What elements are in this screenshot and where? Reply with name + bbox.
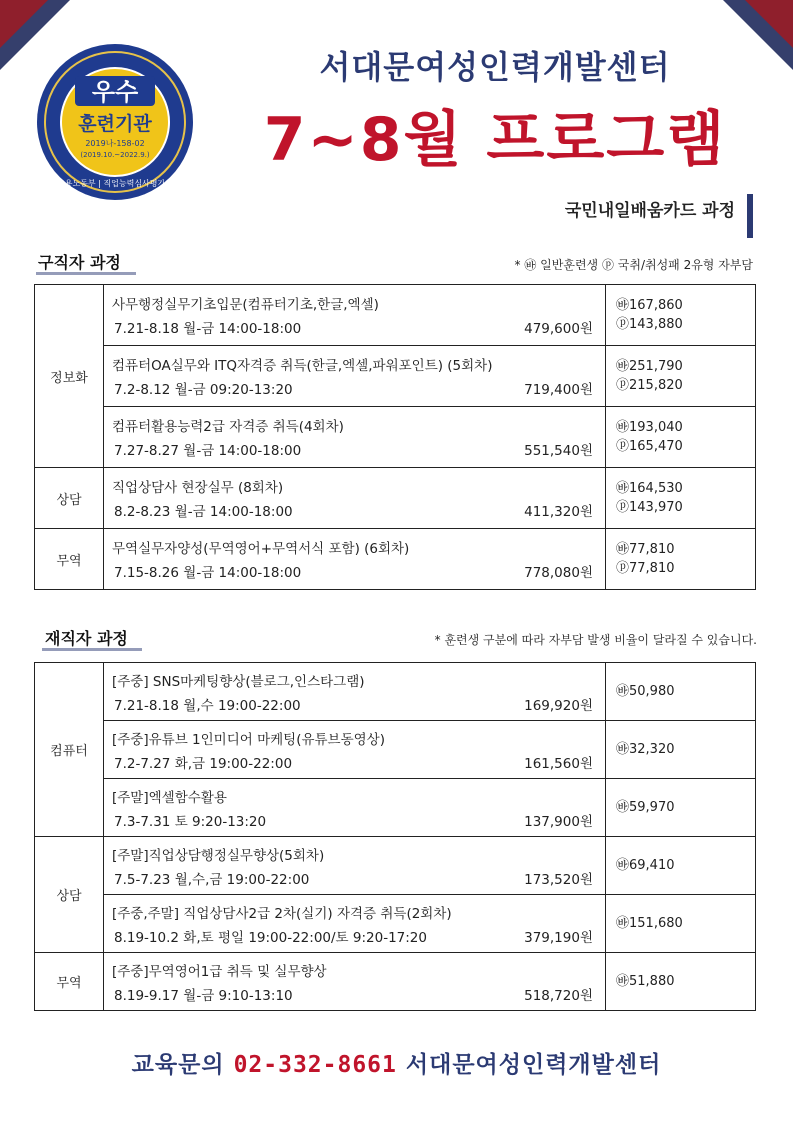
course-schedule: 8.19-10.2 화,토 평일 19:00-22:00/토 9:20-17:20 (114, 929, 427, 946)
fee-p: ⓟ143,970 (616, 500, 683, 515)
fee-p: ⓟ165,470 (616, 439, 683, 454)
org-name: 서대문여성인력개발센터 (319, 48, 671, 86)
fee-cell (606, 468, 756, 529)
fee-cell (606, 407, 756, 468)
table-row (35, 779, 756, 837)
footer-org: 서대문여성인력개발센터 (405, 1052, 662, 1078)
table-row (35, 663, 756, 721)
course-cell (104, 663, 606, 721)
fee-general: ㉳193,040 (616, 420, 683, 435)
fee-general: ㉳59,970 (616, 800, 675, 815)
category-cell: 무역 (35, 529, 104, 590)
fee-general: ㉳167,860 (616, 298, 683, 313)
table-row (35, 285, 756, 346)
program-title: 7~8월 프로그램 (263, 105, 727, 175)
course-cell (104, 529, 606, 590)
course-price: 479,600원 (524, 321, 593, 337)
seal-period: (2019.10.~2022.9.) (80, 151, 150, 159)
category-cell: 상담 (35, 468, 104, 529)
course-schedule: 8.2-8.23 월-금 14:00-18:00 (114, 504, 293, 520)
fee-general: ㉳50,980 (616, 684, 675, 699)
course-name: 컴퓨터OA실무와 ITQ자격증 취득(한글,엑셀,파워포인트) (5회차) (112, 358, 493, 374)
corner-decoration-left-inner (0, 0, 48, 48)
table-row (35, 837, 756, 895)
course-cell (104, 285, 606, 346)
fee-cell (606, 529, 756, 590)
table-row (35, 529, 756, 590)
table-row (35, 953, 756, 1011)
course-price: 137,900원 (524, 813, 593, 830)
fee-general: ㉳51,880 (616, 974, 675, 989)
course-schedule: 7.21-8.18 월-금 14:00-18:00 (114, 321, 302, 337)
course-schedule: 7.27-8.27 월-금 14:00-18:00 (114, 443, 302, 459)
card-course-bar (747, 194, 753, 238)
course-price: 518,720원 (524, 987, 593, 1004)
course-price: 551,540원 (524, 443, 593, 459)
excellent-training-seal (35, 42, 195, 202)
course-name: [주중]유튜브 1인미디어 마케팅(유튜브동영상) (112, 731, 385, 748)
course-name: 컴퓨터활용능력2급 자격증 취득(4회차) (112, 419, 344, 435)
table-row (35, 346, 756, 407)
fee-general: ㉳251,790 (616, 359, 683, 374)
category-cell: 상담 (35, 837, 104, 953)
course-name: [주중] SNS마케팅향상(블로그,인스타그램) (112, 673, 365, 690)
job-seeker-note: * ㉳ 일반훈련생 ⓟ 국취/취성패 2유형 자부담 (514, 258, 753, 272)
corner-decoration-right-inner (745, 0, 793, 48)
header-titles (245, 42, 745, 178)
fee-cell (606, 953, 756, 1011)
course-cell (104, 895, 606, 953)
employed-note: * 훈련생 구분에 따라 자부담 발생 비율이 달라질 수 있습니다. (434, 633, 757, 647)
course-schedule: 7.2-8.12 월-금 09:20-13:20 (114, 382, 293, 398)
fee-cell (606, 346, 756, 407)
course-name: [주말]엑셀함수활용 (112, 789, 227, 806)
course-name: [주중,주말] 직업상담사2급 2차(실기) 자격증 취득(2회차) (112, 905, 452, 922)
table-row (35, 468, 756, 529)
seal-line2: 훈련기관 (78, 113, 152, 135)
job-seeker-table (34, 284, 756, 590)
fee-p: ⓟ143,880 (616, 317, 683, 332)
course-schedule: 8.19-9.17 월-금 9:10-13:10 (114, 987, 293, 1004)
course-price: 719,400원 (524, 382, 593, 398)
course-price: 379,190원 (524, 929, 593, 946)
course-cell (104, 407, 606, 468)
fee-cell (606, 837, 756, 895)
course-price: 161,560원 (524, 755, 593, 772)
fee-cell (606, 663, 756, 721)
employed-table (34, 662, 756, 1011)
seal-issuer: 고용노동부 | 직업능력심사평가원 (57, 179, 173, 188)
job-seeker-title: 구직자 과정 (38, 253, 121, 272)
course-schedule: 7.5-7.23 월,수,금 19:00-22:00 (114, 871, 310, 888)
employed-title: 재직자 과정 (45, 629, 128, 648)
category-cell: 무역 (35, 953, 104, 1011)
course-schedule: 7.15-8.26 월-금 14:00-18:00 (114, 565, 302, 581)
course-cell (104, 779, 606, 837)
category-cell: 컴퓨터 (35, 663, 104, 837)
course-schedule: 7.21-8.18 월,수 19:00-22:00 (114, 697, 301, 714)
footer-label: 교육문의 (131, 1052, 225, 1078)
course-price: 169,920원 (524, 697, 593, 714)
table-row (35, 407, 756, 468)
course-price: 778,080원 (524, 565, 593, 581)
seal-line1: 우수 (91, 78, 139, 106)
table-row (35, 721, 756, 779)
fee-general: ㉳32,320 (616, 742, 675, 757)
fee-cell (606, 895, 756, 953)
category-cell: 정보화 (35, 285, 104, 468)
fee-general: ㉳69,410 (616, 858, 675, 873)
fee-general: ㉳164,530 (616, 481, 683, 496)
fee-cell (606, 285, 756, 346)
fee-p: ⓟ215,820 (616, 378, 683, 393)
course-cell (104, 837, 606, 895)
table-row (35, 895, 756, 953)
course-price: 411,320원 (524, 504, 593, 520)
employed-title-underline (42, 648, 142, 651)
course-cell (104, 468, 606, 529)
course-schedule: 7.2-7.27 화,금 19:00-22:00 (114, 755, 293, 772)
course-name: [주말]직업상담행정실무향상(5회차) (112, 847, 325, 864)
fee-p: ⓟ77,810 (616, 561, 675, 576)
course-price: 173,520원 (524, 871, 593, 888)
course-name: [주중]무역영어1급 취득 및 실무향상 (112, 963, 327, 980)
fee-general: ㉳77,810 (616, 542, 675, 557)
fee-cell (606, 779, 756, 837)
course-name: 무역실무자양성(무역영어+무역서식 포함) (6회차) (112, 541, 410, 557)
footer-phone[interactable]: 02-332-8661 (233, 1052, 397, 1078)
seal-cert-no: 2019나-158-02 (85, 139, 145, 148)
course-name: 직업상담사 현장실무 (8회차) (112, 480, 284, 496)
course-schedule: 7.3-7.31 토 9:20-13:20 (114, 813, 267, 830)
course-name: 사무행정실무기초입문(컴퓨터기초,한글,엑셀) (112, 297, 379, 313)
course-cell (104, 721, 606, 779)
course-cell (104, 953, 606, 1011)
job-seeker-title-underline (36, 272, 136, 275)
fee-cell (606, 721, 756, 779)
course-cell (104, 346, 606, 407)
card-course-label: 국민내일배움카드 과정 (564, 201, 735, 221)
fee-general: ㉳151,680 (616, 916, 683, 931)
footer-contact (0, 1046, 793, 1079)
